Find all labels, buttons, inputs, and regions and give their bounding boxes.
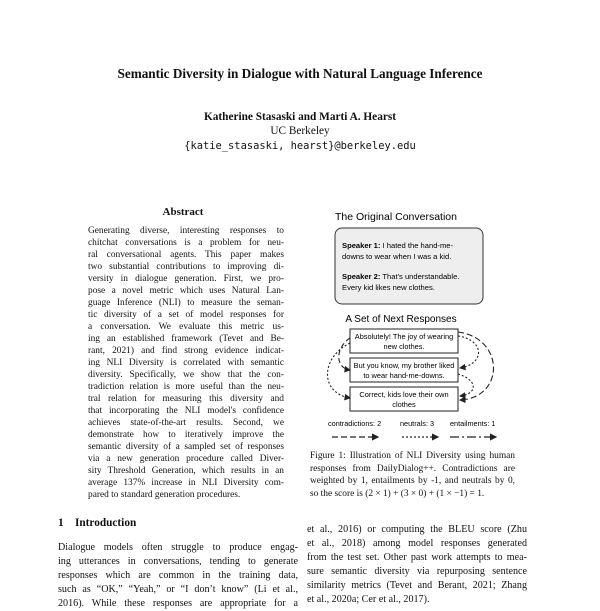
neutral-arrow-left [328, 343, 351, 398]
speaker2-line1: That's understandable. [380, 272, 460, 281]
abstract-line: tic diversity of a set of model responses for [88, 310, 284, 320]
figure-title-original-conversation: The Original Conversation [335, 211, 457, 223]
right-column-body [307, 523, 527, 607]
abstract-line: pared to standard generation procedures. [88, 490, 241, 500]
response-2-line2: to wear hand-me-downs. [363, 371, 445, 380]
right-line: et al., 2016) or computing the BLEU score (Zhu [307, 524, 527, 535]
abstract-line: Generating diverse, interesting responses to [88, 226, 284, 236]
speaker2-line2: Every kid likes new clothes. [342, 283, 435, 292]
legend-contradictions: contradictions: 2 [328, 419, 382, 428]
response-2-line1: But you know, my brother liked [353, 361, 455, 370]
abstract-line: guage Inference (NLI) to measure the seman- [88, 298, 284, 308]
affiliation: UC Berkeley [270, 125, 330, 137]
abstract-line: sity Threshold Generation, which results in an [88, 466, 284, 476]
caption-line: so the score is (2 × 1) + (3 × 0) + (1 × −1) = 1. [310, 489, 485, 500]
abstract-line: ral conversational agents. This paper makes [88, 250, 284, 260]
section-heading-introduction: 1 Introduction [58, 517, 137, 529]
speaker1-line1: I hated the hand-me- [380, 241, 454, 250]
abstract-line: a conversation. We evaluate this metric us- [88, 322, 284, 332]
contradiction-arrow-left [339, 338, 350, 370]
right-line: similarity metrics (Tevet and Berant, 2021; Zhang [307, 580, 527, 591]
abstract-line: that incorporating the NLI model's confidence [88, 406, 284, 416]
caption-line: Figure 1: Illustration of NLI Diversity using human [310, 451, 515, 461]
speaker1-text [342, 241, 454, 250]
right-line: sure semantic diversity via repurposing sentence [307, 566, 527, 577]
neutral-arrow-right-bottom [458, 374, 473, 396]
abstract-line: average 137% increase in NLI Diversity com- [88, 478, 284, 488]
figure-title-next-responses: A Set of Next Responses [345, 314, 457, 325]
abstract-line: ing NLI Diversity is correlated with semantic [88, 358, 284, 368]
introduction-body [58, 541, 298, 611]
right-line: et al., 2018) among model responses generated [307, 538, 527, 549]
speaker2-text [342, 272, 459, 281]
abstract-line: via a new generation procedure called Diver- [88, 454, 284, 464]
abstract-line: tral relation for measuring this diversity and [88, 394, 284, 404]
abstract-line: tradiction relation is more useful than the neu- [88, 382, 284, 392]
abstract-line: two substantial contributions to improving di- [88, 262, 284, 272]
response-1-line1: Absolutely! The joy of wearing [354, 332, 454, 341]
speaker1-label: Speaker 1: [342, 241, 381, 250]
author-names: Katherine Stasaski and Marti A. Hearst [203, 111, 397, 123]
contradiction-arrow-right [458, 332, 494, 400]
neutral-arrow-right-top [458, 336, 479, 368]
conversation-box [335, 228, 483, 304]
intro-line: 2016). While these responses are appropriate for a [58, 598, 298, 609]
right-line: et al., 2020a; Cer et al., 2017). [307, 594, 430, 605]
speaker1-line2: downs to wear when I was a kid. [342, 252, 452, 261]
paper-title: Semantic Diversity in Dialogue with Natural Language Inference [117, 66, 483, 81]
intro-line: responses which are common in the training data, [58, 570, 298, 581]
response-3-line2: clothes [392, 400, 416, 409]
response-1-line2: new clothes. [383, 342, 425, 351]
legend-entailments: entailments: 1 [450, 419, 496, 428]
abstract-line: pose a novel metric which uses Natural Lan- [88, 286, 284, 296]
author-email: {katie_stasaski, hearst}@berkeley.edu [184, 140, 416, 152]
abstract-line: versity in dialogue generation. First, we pro- [88, 274, 284, 284]
right-line: from the test set. Other past work attempts to mea- [307, 552, 527, 563]
abstract-heading: Abstract [162, 206, 204, 218]
intro-line: such as “OK,” “Yeah,” or “I don’t know” (Li et al., [58, 584, 298, 595]
abstract-line: ing an established framework (Tevet and Be- [88, 334, 284, 344]
abstract-line: demonstrate how to iteratively improve the [88, 430, 284, 440]
abstract-line: semantic diversity of a sampled set of responses [88, 442, 284, 452]
abstract-body [88, 225, 284, 501]
abstract-line: chitchat conversations is a problem for neu- [88, 238, 284, 248]
figure-1-caption [310, 450, 515, 501]
legend-neutrals: neutrals: 3 [400, 419, 435, 428]
abstract-line: diversity. Specifically, we show that the con- [88, 370, 284, 380]
caption-line: weighted by 1, entailments by -1, and neutrals by 0, [310, 476, 515, 487]
intro-line: ing utterances in conversations, tending to generate [58, 556, 298, 567]
caption-line: responses from DailyDialog++. Contradictions are [310, 463, 515, 474]
response-3-line1: Correct, kids love their own [359, 390, 449, 399]
speaker2-label: Speaker 2: [342, 272, 381, 281]
abstract-line: achieves state-of-the-art results. Second, we [88, 418, 284, 428]
figure-1-diagram [310, 208, 510, 448]
abstract-line: rant, 2021) and find strong evidence indicat- [88, 346, 284, 356]
intro-line: Dialogue models often struggle to produce engag- [58, 542, 298, 553]
